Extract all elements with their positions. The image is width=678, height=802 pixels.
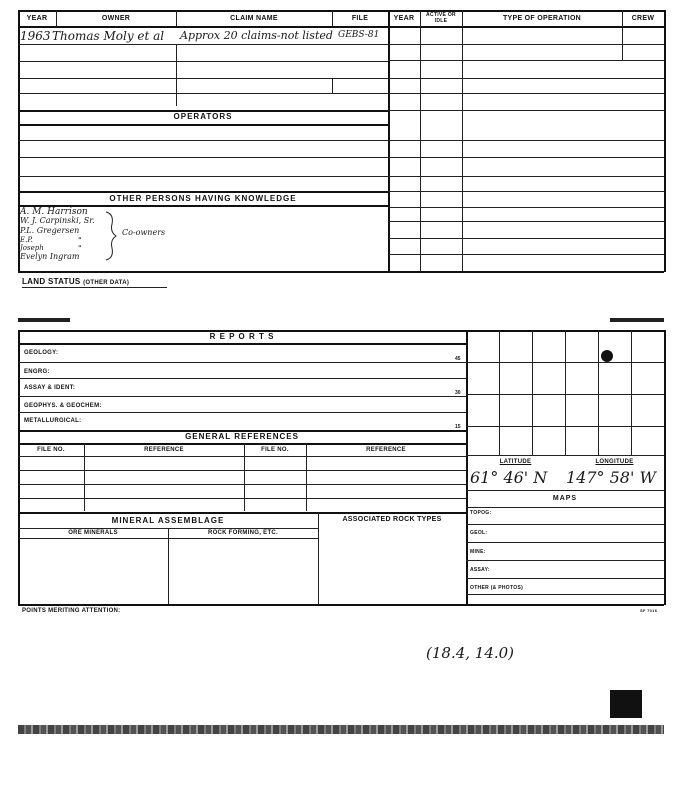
report-geology-num: 45 (455, 356, 461, 362)
person-2: W. J. Carpinski, Sr. (20, 216, 95, 225)
report-engrg: ENGRG: (24, 369, 50, 375)
associated-rock-types-title: ASSOCIATED ROCK TYPES (342, 516, 442, 523)
map-topog: TOPOG: (470, 510, 492, 516)
coords-note: (18.4, 14.0) (426, 644, 515, 662)
form-number: SF 7016 (640, 608, 658, 613)
scan-mark (18, 318, 70, 322)
latitude-value: 61° 46' N (470, 468, 548, 487)
claim-name-header: CLAIM NAME (230, 15, 278, 22)
active-idle-header: ACTIVE OR IDLE (426, 12, 456, 24)
brace-icon (104, 210, 118, 262)
mineral-assemblage-title: MINERAL ASSEMBLAGE (111, 516, 225, 525)
scan-block (610, 690, 642, 718)
co-owners-note: Co-owners (122, 228, 166, 237)
ref-header-reference-2: REFERENCE (366, 447, 406, 453)
file-value: GEBS-81 (338, 30, 380, 40)
rock-forming-header: ROCK FORMING, ETC. (207, 530, 279, 536)
map-mine: MINE: (470, 549, 486, 555)
operators-title: OPERATORS (173, 112, 233, 121)
year-header: YEAR (26, 15, 48, 22)
person-5: Joseph (20, 244, 44, 252)
ditto-mark-2: " (78, 244, 82, 253)
report-geophys: GEOPHYS. & GEOCHEM: (24, 403, 102, 409)
longitude-value: 147° 58' W (566, 468, 656, 487)
reports-title: R E P O R T S (209, 332, 275, 341)
owner-year-value: 1963 (20, 29, 51, 43)
person-4: E.P. (20, 236, 33, 244)
report-metallurgical-num: 15 (455, 424, 461, 430)
year-header-2: YEAR (393, 15, 415, 22)
file-header: FILE (351, 15, 369, 22)
type-of-operation-header: TYPE OF OPERATION (502, 15, 582, 22)
longitude-label: LONGITUDE (595, 459, 634, 465)
owner-header: OWNER (101, 15, 131, 22)
person-6: Evelyn Ingram (20, 252, 80, 261)
scan-noise-band (18, 725, 664, 734)
ref-header-file-1: FILE NO. (37, 447, 65, 453)
report-metallurgical: METALLURGICAL: (24, 418, 82, 424)
general-references-title: GENERAL REFERENCES (185, 432, 299, 441)
person-1: A. M. Harrison (20, 207, 88, 217)
other-persons-title: OTHER PERSONS HAVING KNOWLEDGE (109, 194, 297, 203)
latitude-label: LATITUDE (499, 459, 532, 465)
land-status-label: LAND STATUS (OTHER DATA) (22, 277, 130, 286)
location-marker-icon (599, 348, 615, 364)
ore-minerals-header: ORE MINERALS (68, 530, 118, 536)
scan-mark (610, 318, 664, 322)
map-geol: GEOL: (470, 530, 488, 536)
claim-name-value: Approx 20 claims-not listed (180, 29, 333, 42)
crew-header: CREW (631, 15, 655, 22)
map-assay: ASSAY: (470, 567, 490, 573)
points-meriting-attention: POINTS MERITING ATTENTION: (22, 608, 121, 614)
maps-title: MAPS (552, 495, 578, 502)
person-3: P.L. Gregersen (20, 226, 80, 235)
ditto-mark-1: " (78, 236, 82, 245)
report-assay-num: 30 (455, 390, 461, 396)
report-assay: ASSAY & IDENT: (24, 385, 76, 391)
report-geology: GEOLOGY: (24, 350, 59, 356)
map-other: OTHER (& PHOTOS) (470, 585, 524, 591)
ref-header-reference-1: REFERENCE (144, 447, 184, 453)
ref-header-file-2: FILE NO. (261, 447, 289, 453)
owner-name-value: Thomas Moly et al (52, 29, 165, 43)
